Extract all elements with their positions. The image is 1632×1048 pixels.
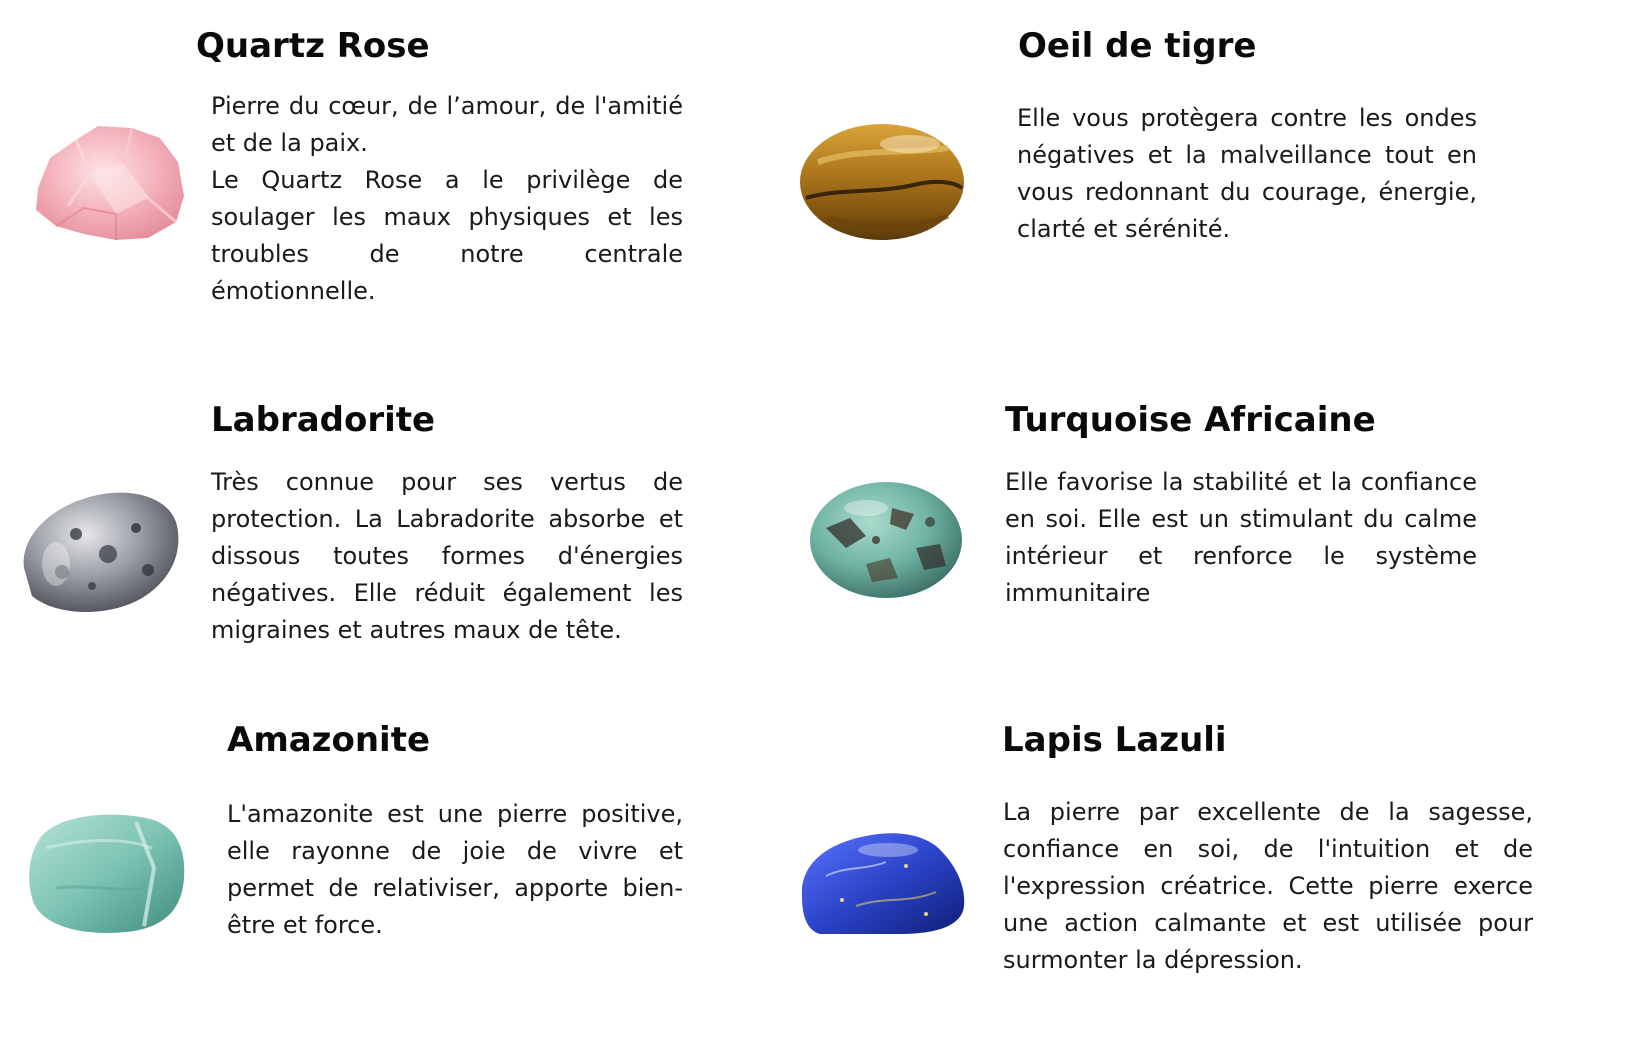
stone-description-paragraph: L'amazonite est une pierre positive, elle rayonne de joie de vivre et permet de relativiser, apporte bien-être et force. xyxy=(227,800,683,939)
stone-title: Lapis Lazuli xyxy=(1002,720,1227,760)
stone-title: Labradorite xyxy=(211,400,436,440)
african-turquoise-stone-image xyxy=(806,478,966,604)
stone-card-turquoise-africaine xyxy=(816,360,1632,680)
stone-description-paragraph: La pierre par excellente de la sagesse, confiance en soi, de l'intuition et de l'expression créatrice. Cette pierre exerce une action calmante et est utilisée pour surmonter la dépression. xyxy=(1003,798,1533,974)
stone-description xyxy=(1003,794,1533,979)
stone-card-lapis-lazuli xyxy=(816,690,1632,1048)
stone-description xyxy=(211,464,683,649)
tigers-eye-stone-image xyxy=(798,118,968,244)
amazonite-stone-image xyxy=(26,808,188,936)
rose-quartz-stone-image xyxy=(28,118,188,244)
stone-card-quartz-rose xyxy=(0,0,816,350)
stone-card-oeil-de-tigre xyxy=(816,0,1632,350)
stone-description-paragraph: Elle vous protègera contre les ondes négatives et la malveillance tout en vous redonnant du courage, énergie, clarté et sérénité. xyxy=(1017,104,1477,243)
stone-description-paragraph: Pierre du cœur, de l’amour, de l'amitié et de la paix. xyxy=(211,92,683,157)
labradorite-stone-image xyxy=(16,484,184,620)
stone-title: Oeil de tigre xyxy=(1018,26,1257,66)
stone-description xyxy=(1005,464,1477,612)
stone-description xyxy=(211,88,683,310)
stone-title: Turquoise Africaine xyxy=(1005,400,1376,440)
stone-card-labradorite xyxy=(0,360,816,680)
lapis-lazuli-stone-image xyxy=(796,826,970,938)
stone-description xyxy=(1017,100,1477,248)
stone-card-amazonite xyxy=(0,690,816,1048)
stone-description xyxy=(227,796,683,944)
stone-description-paragraph: Elle favorise la stabilité et la confiance en soi. Elle est un stimulant du calme intérieur et renforce le système immunitaire xyxy=(1005,468,1477,607)
stone-description-paragraph: Très connue pour ses vertus de protection. La Labradorite absorbe et dissous toutes formes d'énergies négatives. Elle réduit également les migraines et autres maux de tête. xyxy=(211,468,683,644)
stone-title: Quartz Rose xyxy=(196,26,430,66)
stone-description-paragraph: Le Quartz Rose a le privilège de soulager les maux physiques et les troubles de notre centrale émotionnelle. xyxy=(211,166,683,305)
stone-title: Amazonite xyxy=(227,720,431,760)
